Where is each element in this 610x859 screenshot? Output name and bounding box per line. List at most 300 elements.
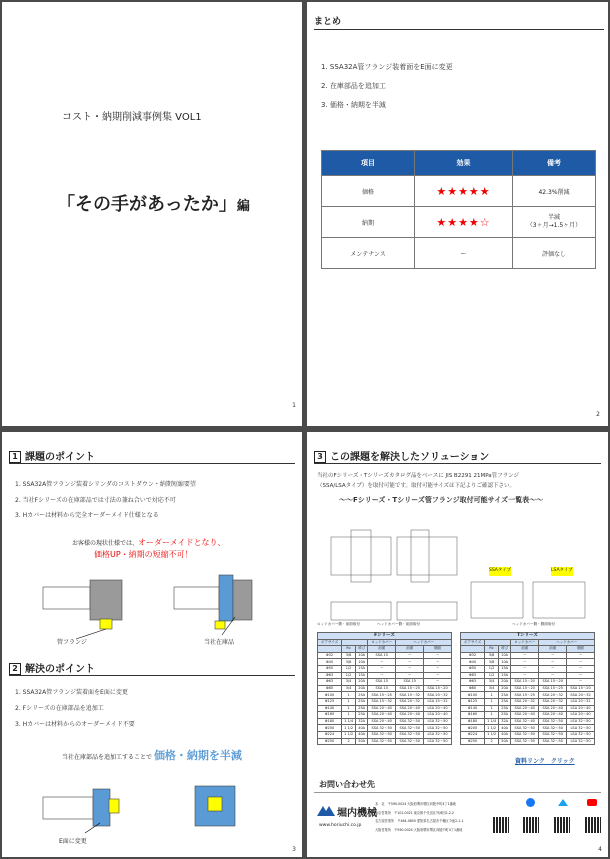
table-cell: LSA 15〜32 (424, 698, 452, 705)
table-cell: 25A (499, 705, 511, 712)
caption-head-side: ヘッドカバー側・側面取付 (512, 622, 556, 626)
table-cell: ー (511, 665, 539, 672)
table-cell: ー (396, 659, 424, 666)
table-cell: ー (396, 665, 424, 672)
table-row (461, 679, 595, 686)
table-cell: SSA 20〜40 (539, 705, 567, 712)
heading-divider (9, 675, 295, 676)
table-cell: SSA 20〜40 (396, 705, 424, 712)
col-subheader: 前面 (539, 646, 567, 653)
col-subheader: 前面 (511, 646, 539, 653)
table-cell: ー (368, 665, 396, 672)
label-flange: 管フランジ (57, 639, 87, 646)
heading-divider (314, 29, 604, 30)
table-cell: LSA 32〜50 (424, 738, 452, 745)
qr-code-icon[interactable] (523, 817, 539, 833)
table-title: Fシリーズ (318, 633, 452, 640)
table-cell: Φ200 (461, 725, 485, 732)
table-row (318, 712, 452, 719)
table-cell: ー (567, 679, 595, 686)
table-cell: LSA 32〜50 (567, 725, 595, 732)
table-cell: 3/4 (485, 679, 499, 686)
table-cell: SSA 20〜40 (539, 712, 567, 719)
table-cell: 15A (499, 665, 511, 672)
table-header: 備考 (513, 151, 596, 176)
table-row (461, 665, 595, 672)
table-cell: 1 (485, 698, 499, 705)
drawing-head-front (397, 537, 457, 575)
issue-note (72, 537, 225, 548)
table-cell: 1 (342, 712, 356, 719)
table-title: Tシリーズ (461, 633, 595, 640)
table-cell: 20A (499, 685, 511, 692)
table-cell: Φ63 (461, 672, 485, 679)
row-note: 評価なし (513, 238, 596, 269)
table-cell: 10A (499, 652, 511, 659)
col-subheader: 側面 (567, 646, 595, 653)
table-cell: 10A (356, 659, 368, 666)
table-cell: 50A (499, 738, 511, 745)
label-stock: 当社在庫品 (204, 639, 235, 646)
drawing-head-flange (411, 530, 429, 582)
table-cell: 3/8 (342, 659, 356, 666)
page-summary (307, 2, 608, 426)
facebook-icon[interactable] (526, 798, 535, 807)
table-row (318, 718, 452, 725)
table-cell: Φ50 (318, 665, 342, 672)
table-cell: ー (511, 659, 539, 666)
table-cell: SSA 20〜32 (567, 692, 595, 699)
table-row (461, 731, 595, 738)
rating-stars: ★★★★★ (415, 176, 513, 207)
leader-line (85, 823, 100, 833)
table-cell: ー (424, 652, 452, 659)
issue-note-warning: 価格UP・納期の短縮不可！ (94, 550, 193, 559)
summary-heading: まとめ (314, 17, 342, 27)
col-subheader: 呼び (356, 646, 368, 653)
caption-rod: ロッドカバー側・前面取付 (317, 622, 360, 626)
cover-title-suffix: 編 (236, 199, 250, 214)
table-row (318, 705, 452, 712)
col-subheader: Rc (485, 646, 499, 653)
result-note-emphasis: 価格・納期を半減 (153, 749, 242, 762)
issue-note-text: お客様の現状仕様では、 (72, 540, 139, 547)
table-row (318, 679, 452, 686)
table-row (322, 238, 596, 269)
col-header (485, 639, 511, 646)
table-row (318, 652, 452, 659)
table-cell: SSA 20〜32 (511, 698, 539, 705)
cover-title-main: 「その手があったか」 (57, 194, 237, 215)
section-heading (314, 448, 489, 463)
table-cell: Φ100 (461, 692, 485, 699)
table-cell: 32A (356, 718, 368, 725)
table-row (318, 698, 452, 705)
table-cell: SSA 15〜20 (511, 685, 539, 692)
col-subheader: 呼び (499, 646, 511, 653)
heading-divider (9, 463, 295, 464)
contact-heading: お問い合わせ先 (319, 780, 375, 789)
address-text: 〒464-0850 愛知県名古屋市千種区今池2-1-1 (397, 819, 464, 823)
table-cell: Φ160 (461, 712, 485, 719)
table-cell: LSA 32〜50 (424, 725, 452, 732)
table-cell: SSA 15〜32 (396, 692, 424, 699)
table-row (461, 692, 595, 699)
table-cell: SSA 32〜40 (511, 718, 539, 725)
table-row (322, 207, 596, 238)
table-cell: SSA 20〜40 (511, 712, 539, 719)
table-cell: SSA 15 (368, 679, 396, 686)
table-cell: ー (567, 665, 595, 672)
table-cell: SSA 32〜50 (396, 718, 424, 725)
table-cell: 1 1/2 (485, 725, 499, 732)
table-cell: ー (539, 659, 567, 666)
problem-diagram (2, 567, 302, 647)
rating-stars: ★★★★☆ (415, 207, 513, 238)
table-cell: SSA 32〜50 (368, 725, 396, 732)
table-cell: 40A (356, 731, 368, 738)
document-link[interactable]: 資料リンク クリック (515, 758, 575, 765)
table-cell: SSA 15 (396, 679, 424, 686)
table-cell: SSA 15〜25 (511, 692, 539, 699)
table-cell: SSA 20〜40 (368, 712, 396, 719)
table-cell: 20A (356, 685, 368, 692)
table-cell: 1 1/2 (342, 731, 356, 738)
page-number: 1 (292, 402, 296, 409)
table-cell: Φ180 (318, 718, 342, 725)
table-cell: Φ250 (318, 738, 342, 745)
address-text: 〒101-0021 東京都千代田区外神田2-2-2 (394, 810, 454, 815)
table-cell: ー (396, 652, 424, 659)
table-cell: SSA 32〜50 (539, 738, 567, 745)
flange-part (90, 580, 122, 620)
table-cell: 1 1/2 (485, 731, 499, 738)
result-note-text: 当社在庫部品を追加工することで (62, 754, 153, 761)
table-cell: SSA 20〜32 (396, 698, 424, 705)
table-cell: Φ224 (318, 731, 342, 738)
table-cell: ー (424, 659, 452, 666)
contact-divider (314, 792, 601, 793)
qr-code-icon[interactable] (493, 817, 509, 833)
result-note (62, 747, 242, 763)
table-cell: LSA 32〜50 (424, 731, 452, 738)
table-cell: Φ50 (461, 665, 485, 672)
drawing-ssa (471, 582, 523, 618)
table-cell: 2 (342, 738, 356, 745)
table-cell: 3/4 (342, 679, 356, 686)
table-cell: Φ250 (461, 738, 485, 745)
section-title: 課題のポイント (25, 452, 95, 463)
table-cell: LSA 20〜40 (424, 712, 452, 719)
list-item: 3. Hカバーは材料から完全オーダーメイド仕様となる (15, 512, 159, 519)
list-item: 2. 当社Fシリーズの在庫部品では寸法の兼ね合いで対応不可 (15, 497, 176, 504)
table-cell: SSA 20〜40 (396, 712, 424, 719)
page-points (2, 432, 302, 857)
table-row (461, 725, 595, 732)
col-header: ボアサイズ (318, 639, 342, 646)
table-cell: 3/8 (485, 659, 499, 666)
table-cell: SSA 32〜50 (539, 718, 567, 725)
table-row (461, 659, 595, 666)
qr-code-icon[interactable] (585, 817, 601, 833)
table-row (461, 712, 595, 719)
table-cell: 20A (499, 679, 511, 686)
summary-item: 2. 在庫部品を追加工 (321, 82, 386, 90)
table-cell: ー (567, 652, 595, 659)
table-cell: Φ32 (461, 652, 485, 659)
address-label: 名古屋営業所 (375, 819, 395, 823)
address-text: 〒590-0024 大阪府堺市堺区向陵中町4丁1番地 (387, 802, 456, 806)
twitter-icon[interactable] (558, 799, 568, 806)
port-part (208, 797, 222, 811)
table-cell: Φ200 (318, 725, 342, 732)
table-row (318, 725, 452, 732)
table-cell: Φ160 (318, 712, 342, 719)
table-cell: 25A (356, 705, 368, 712)
f-series-table (317, 632, 452, 745)
table-cell: 25A (356, 712, 368, 719)
table-row (461, 672, 595, 679)
table-cell: SSA 15〜20 (567, 685, 595, 692)
section-number: 3 (314, 451, 326, 463)
table-row (461, 652, 595, 659)
caption-head: ヘッドカバー側・前面取付 (377, 622, 421, 626)
table-cell: 1 (342, 692, 356, 699)
list-item: 1. SSA32A管フランジ装着シリンダのコストダウン・納期短縮要望 (15, 481, 196, 488)
intro-line: 当社のFシリーズ・Tシリーズカタログ品をベースに JIS B2291 21MPa管フランジ (317, 473, 519, 479)
table-row (318, 731, 452, 738)
address-row (375, 809, 464, 818)
row-label: 納期 (322, 207, 415, 238)
table-cell: 1/2 (342, 672, 356, 679)
table-cell: LSA 20〜40 (424, 705, 452, 712)
table-cell: SSA 15〜20 (511, 679, 539, 686)
table-cell: 40A (499, 725, 511, 732)
table-cell: 3/4 (342, 685, 356, 692)
list-title: ～～Fシリーズ・Tシリーズ管フランジ取付可能サイズ一覧表～～ (339, 496, 544, 504)
section-heading (9, 448, 95, 463)
drawing-rod-flange (351, 530, 371, 582)
page-cover (2, 2, 302, 426)
table-cell: SSA 15〜25 (368, 692, 396, 699)
table-row (461, 738, 595, 745)
page-number: 4 (598, 846, 602, 853)
table-cell: 2 (485, 738, 499, 745)
table-cell: 1/2 (485, 665, 499, 672)
table-cell: 1 1/2 (342, 725, 356, 732)
table-cell: 1 (342, 698, 356, 705)
table-cell: Φ40 (461, 659, 485, 666)
table-cell: SSA 32〜50 (511, 738, 539, 745)
cylinder-rod (174, 587, 219, 609)
table-row (318, 692, 452, 699)
table-cell: Φ140 (461, 705, 485, 712)
port-part (109, 799, 119, 813)
table-cell: Φ125 (461, 698, 485, 705)
table-header: 効果 (415, 151, 513, 176)
table-cell: SSA 32〜50 (511, 725, 539, 732)
list-item: 1. SSA32A管フランジ装着面をE面に変更 (15, 689, 128, 696)
address-text: 〒590-0024 大阪府堺市堺区向陵中町4丁1番地 (394, 827, 463, 832)
label-eface: E面に変更 (59, 838, 87, 845)
table-row (461, 718, 595, 725)
table-cell: 1/2 (485, 672, 499, 679)
port-part (100, 619, 112, 629)
t-series-table (460, 632, 595, 745)
table-cell: 40A (356, 725, 368, 732)
cover-subtitle: コスト・納期削減事例集 VOL1 (62, 112, 202, 123)
port-part (215, 621, 225, 629)
table-cell: ー (424, 672, 452, 679)
table-cell: LSA 32〜50 (567, 731, 595, 738)
table-cell: SSA 20〜32 (424, 692, 452, 699)
col-header (342, 639, 368, 646)
table-header: 項目 (322, 151, 415, 176)
col-header: ロッドカバー (368, 639, 396, 646)
table-cell: SSA 15〜25 (396, 685, 424, 692)
table-cell: 1 (342, 705, 356, 712)
table-cell: LSA 20〜32 (567, 698, 595, 705)
qr-code-icon[interactable] (554, 817, 570, 833)
table-row (461, 685, 595, 692)
table-cell: SSA 20〜40 (368, 705, 396, 712)
table-cell: ー (424, 679, 452, 686)
table-cell: 1 (485, 692, 499, 699)
company-name: 堀内機械 (337, 808, 377, 819)
address-row (375, 817, 464, 826)
col-subheader (318, 646, 342, 653)
section-heading (9, 660, 95, 675)
company-logo-icon (317, 804, 335, 818)
section-title: この課題を解決したソリューション (330, 452, 490, 463)
table-cell: Φ63 (318, 672, 342, 679)
table-cell: Φ224 (461, 731, 485, 738)
table-cell: Φ125 (318, 698, 342, 705)
table-cell: LSA 32〜50 (567, 738, 595, 745)
row-value: ー (415, 238, 513, 269)
table-cell: 25A (499, 698, 511, 705)
table-cell: ー (511, 652, 539, 659)
table-row (461, 705, 595, 712)
address-label: 大阪営業所 (375, 827, 391, 832)
cover-title (57, 190, 250, 216)
table-cell: 1/2 (342, 665, 356, 672)
table-cell: Φ40 (318, 659, 342, 666)
table-cell: 10A (356, 652, 368, 659)
table-cell: SSA 32〜50 (511, 731, 539, 738)
col-subheader: Rc (342, 646, 356, 653)
summary-table (321, 150, 596, 269)
table-cell: 1 1/4 (485, 718, 499, 725)
issue-note-emphasis: オーダーメイドとなり、 (138, 538, 226, 547)
table-row (322, 176, 596, 207)
table-cell: Φ140 (318, 705, 342, 712)
drawing-lsa (533, 582, 585, 618)
drawing-head-side (397, 602, 457, 620)
address-row (375, 800, 464, 809)
page-solution (307, 432, 608, 857)
table-row (318, 738, 452, 745)
summary-item: 1. SSA32A管フランジ装着面をE面に変更 (321, 63, 453, 71)
table-cell: 3/8 (342, 652, 356, 659)
table-cell: SSA 15〜25 (539, 685, 567, 692)
table-cell: 25A (356, 692, 368, 699)
table-cell: Φ80 (461, 685, 485, 692)
col-subheader: 側面 (424, 646, 452, 653)
table-cell: 15A (499, 672, 511, 679)
table-row (461, 698, 595, 705)
table-cell: ー (424, 665, 452, 672)
row-label: 価格 (322, 176, 415, 207)
table-cell: ー (396, 672, 424, 679)
table-cell: SSA 20〜32 (539, 692, 567, 699)
solution-diagram (2, 777, 302, 837)
col-header: ロッドカバー (511, 639, 539, 646)
table-cell: SSA 15〜20 (539, 679, 567, 686)
table-cell: SSA 15 (368, 652, 396, 659)
company-url[interactable]: www.horiuchi.co.jp (319, 823, 362, 828)
address-block (375, 800, 464, 834)
table-cell: SSA 32〜50 (396, 738, 424, 745)
table-cell: SSA 32〜50 (396, 731, 424, 738)
table-cell: SSA 32〜50 (539, 725, 567, 732)
table-cell: 1 (485, 705, 499, 712)
table-cell: SSA 15〜20 (424, 685, 452, 692)
table-cell: 1 1/4 (342, 718, 356, 725)
table-cell: LSA 20〜40 (567, 705, 595, 712)
cover-part (93, 789, 110, 826)
col-header: ヘッドカバー (396, 639, 452, 646)
table-row (318, 685, 452, 692)
section-number: 1 (9, 451, 21, 463)
col-header: ヘッドカバー (539, 639, 595, 646)
col-subheader: 前面 (396, 646, 424, 653)
intro-line: （SSA/LSAタイプ）を取付可能です。取付可能サイズは下記よりご確認下さい。 (317, 483, 516, 489)
cylinder-rod (43, 587, 90, 609)
section-title: 解決のポイント (25, 664, 95, 675)
table-cell: LSA 32〜50 (567, 718, 595, 725)
list-item: 3. Hカバーは材料からのオーダーメイド不要 (15, 721, 135, 728)
table-cell: ー (368, 659, 396, 666)
table-row (318, 659, 452, 666)
table-cell: 20A (356, 679, 368, 686)
address-label: 東京営業所 (375, 810, 391, 815)
table-cell: Φ100 (318, 692, 342, 699)
table-cell: SSA 32〜50 (539, 731, 567, 738)
label-ssa: SSAタイプ (489, 568, 512, 573)
row-note: 半減 （3ヶ月→1.5ヶ月） (513, 207, 596, 238)
col-header: ボアサイズ (461, 639, 485, 646)
section-number: 2 (9, 663, 21, 675)
stock-part-gray (233, 580, 252, 620)
table-cell: 32A (499, 718, 511, 725)
col-subheader (461, 646, 485, 653)
table-cell: 50A (356, 738, 368, 745)
table-cell: 3/8 (485, 652, 499, 659)
table-cell: 10A (499, 659, 511, 666)
youtube-icon[interactable] (587, 799, 597, 806)
table-cell: SSA 32〜50 (368, 738, 396, 745)
table-cell: LSA 20〜40 (567, 712, 595, 719)
table-cell: 1 (485, 712, 499, 719)
table-cell: ー (511, 672, 539, 679)
table-cell: SSA 20〜40 (511, 705, 539, 712)
row-label: メンテナンス (322, 238, 415, 269)
table-cell: SSA 32〜50 (368, 731, 396, 738)
page-number: 2 (596, 411, 600, 418)
table-cell: SSA 20〜40 (368, 718, 396, 725)
table-cell: Φ63 (318, 679, 342, 686)
